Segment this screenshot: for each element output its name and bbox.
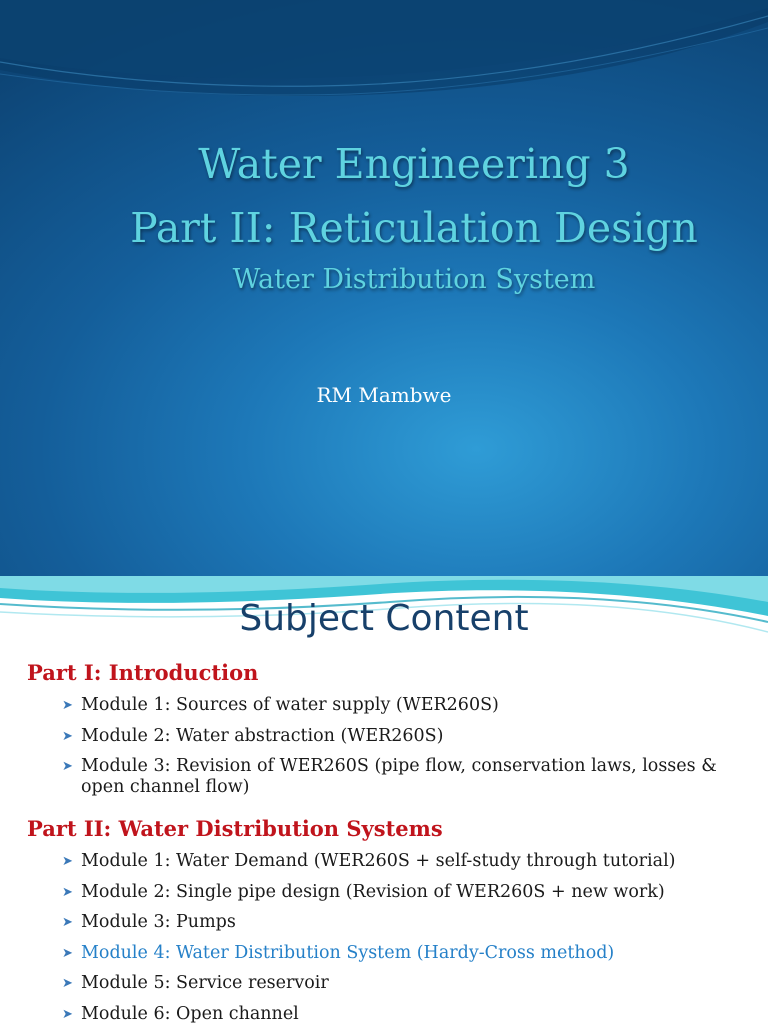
list-item: [62, 973, 752, 994]
chevron-right-icon: ➤: [62, 976, 73, 991]
module-text: Module 2: Single pipe design (Revision of WER260S + new work): [81, 881, 665, 902]
part-1-module-list: [62, 695, 752, 808]
chevron-right-icon: ➤: [62, 1006, 73, 1022]
chevron-right-icon: ➤: [62, 945, 73, 961]
module-text: Module 3: Revision of WER260S (pipe flow, conservation laws, losses & open channel flow): [81, 756, 717, 797]
chevron-right-icon: ➤: [62, 698, 73, 713]
chevron-right-icon: ➤: [62, 884, 73, 900]
slide-title-line-2: Part II: Reticulation Design: [130, 204, 698, 252]
list-item: [62, 851, 752, 872]
list-item: [62, 756, 752, 798]
module-text: Module 1: Sources of water supply (WER260S): [81, 695, 499, 715]
subject-content-slide: [0, 576, 768, 1024]
module-text: Module 1: Water Demand (WER260S + self-study through tutorial): [81, 851, 676, 871]
list-item: [62, 726, 752, 747]
list-item-highlighted: [62, 943, 752, 964]
slide-title-line-1: Water Engineering 3: [198, 140, 630, 188]
list-item: [62, 695, 752, 716]
module-text: Module 6: Open channel: [81, 1003, 299, 1024]
part-2-heading: Part II: Water Distribution Systems: [27, 816, 443, 841]
part-1-heading: Part I: Introduction: [27, 660, 259, 685]
list-item: [62, 912, 752, 933]
author-name: RM Mambwe: [316, 383, 452, 407]
chevron-right-icon: ➤: [62, 915, 73, 930]
part-2-module-list: [62, 851, 752, 1024]
slide-subtitle: Water Distribution System: [232, 264, 596, 295]
chevron-right-icon: ➤: [62, 759, 73, 774]
list-item: [62, 882, 752, 903]
list-item: [62, 1004, 752, 1024]
subject-content-title: Subject Content: [239, 598, 529, 639]
top-wave-decoration: [0, 0, 768, 110]
module-text: Module 5: Service reservoir: [81, 973, 329, 993]
chevron-right-icon: ➤: [62, 854, 73, 869]
module-text: Module 4: Water Distribution System (Hardy-Cross method): [81, 942, 615, 963]
chevron-right-icon: ➤: [62, 728, 73, 744]
module-text: Module 3: Pumps: [81, 912, 236, 932]
module-text: Module 2: Water abstraction (WER260S): [81, 725, 444, 746]
